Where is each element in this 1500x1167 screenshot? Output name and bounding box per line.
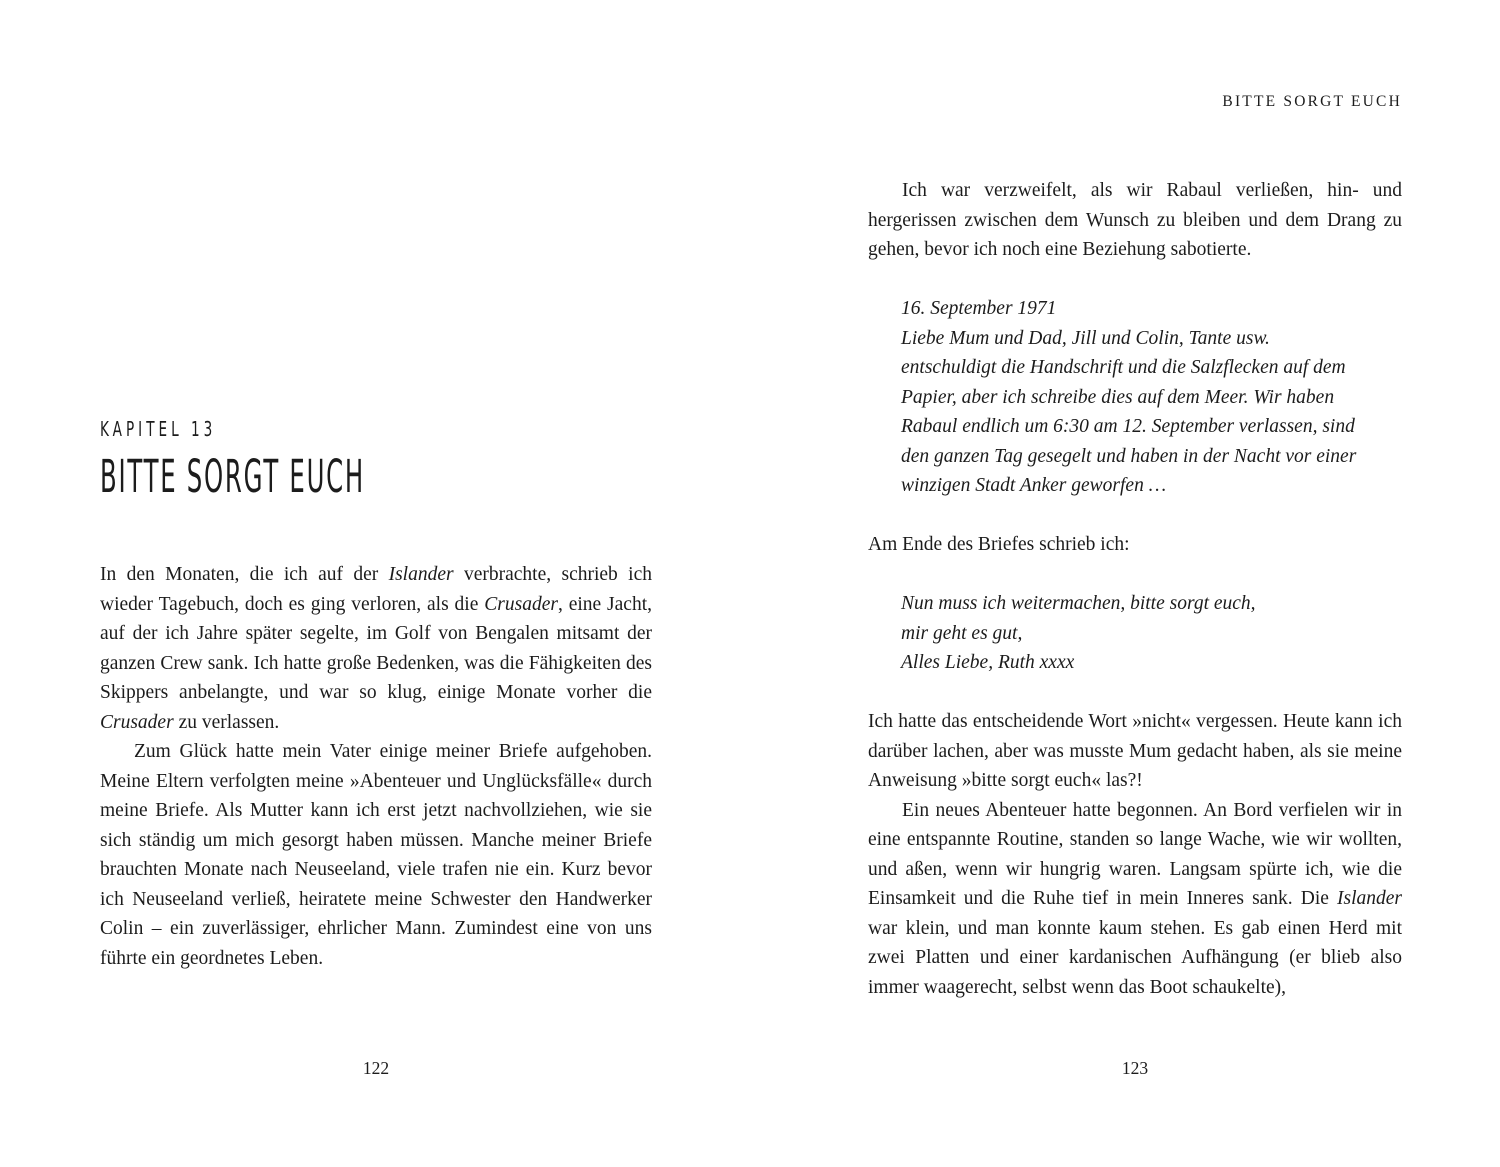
chapter-title: BITTE SORGT EUCH [100,450,365,503]
paragraph: Ich war verzweifelt, als wir Rabaul verließen, hin- und hergerissen zwischen dem Wunsch zu bleiben und dem Drang zu gehen, bevor ich noch eine Beziehung sabotierte. [868,180,1402,260]
letter-excerpt: 16. September 1971 Liebe Mum und Dad, Jill und Colin, Tante usw. entschuldigt die Handschrift und die Salzflecken auf dem Papier, aber ich schreibe dies auf dem Meer. Wir haben Rabaul endlich um 6:30 am 12. September verlassen, sind den ganzen Tag gesegelt und haben in der Nacht vor einer winzigen Stadt Anker geworfen … [901,298,1357,496]
running-header: BITTE SORGT EUCH [1222,93,1402,110]
paragraph: Zum Glück hatte mein Vater einige meiner Briefe aufgehoben. Meine Eltern verfolgten meine »Abenteuer und Unglücksfälle« durch meine Briefe. Als Mutter kann ich erst jetzt nachvollziehen, wie sie sich ständig um mich gesorgt haben müssen. Manche meiner Briefe brauchten Monate nach Neuseeland, viele trafen nie ein. Kurz bevor ich Neuseeland verließ, heiratete meine Schwester den Handwerker Colin – ein zuverlässiger, ehrlicher Mann. Zumindest eine von uns führte ein geordnetes Leben. [100,741,652,969]
paragraph: Am Ende des Briefes schrieb ich: [868,534,1130,555]
page-number-left: 122 [362,1058,390,1078]
letter-excerpt: Nun muss ich weitermachen, bitte sorgt euch, mir geht es gut, Alles Liebe, Ruth xxxx [901,593,1256,673]
paragraph: Ich hatte das entscheidende Wort »nicht« vergessen. Heute kann ich darüber lachen, aber was musste Mum gedacht haben, als sie meine Anweisung »bitte sorgt euch« las?! [868,711,1402,791]
left-page-body [100,560,652,973]
right-page-body [868,176,1402,1002]
paragraph: Ein neues Abenteuer hatte begonnen. An Bord verfielen wir in eine entspannte Routine, standen so lange Wache, wie wir wollten, und aßen, wenn wir hungrig waren. Langsam spürte ich, wie die Einsamkeit und die Ruhe tief in mein Inneres sank. Die Islander war klein, und man konnte kaum stehen. Es gab einen Herd mit zwei Platten und einer kardanischen Aufhängung (er blieb also immer waagerecht, selbst wenn das Boot schaukelte), [868,799,1402,998]
chapter-label: KAPITEL 13 [100,418,217,442]
paragraph: In den Monaten, die ich auf der Islander verbrachte, schrieb ich wieder Tagebuch, doch es ging verloren, als die Crusader, eine Jacht, auf der ich Jahre später segelte, im Golf von Bengalen mitsamt der ganzen Crew sank. Ich hatte große Bedenken, was die Fähigkeiten des Skippers anbelangte, und war so klug, einige Monate vorher die Crusader zu verlassen. [100,564,653,733]
page-number-right: 123 [1121,1058,1149,1078]
